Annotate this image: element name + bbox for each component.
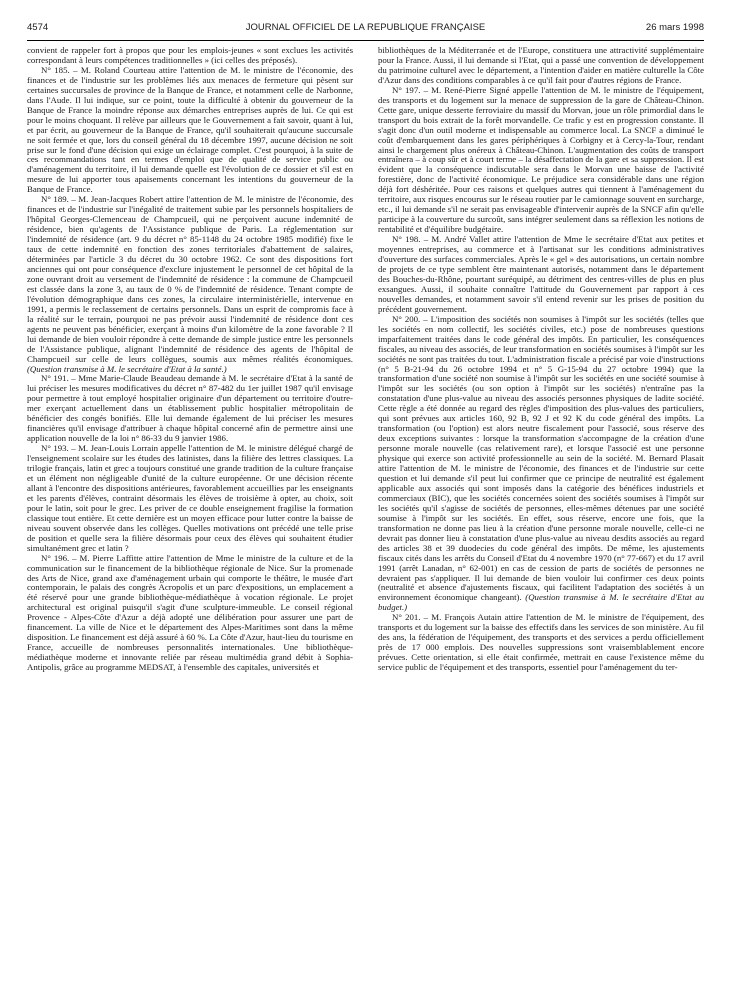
question-200: [378, 315, 704, 614]
question-200-text: N° 200. – L'imposition des sociétés non soumises à l'impôt sur les sociétés (telles que les sociétés en nom collectif, les sociétés civiles, etc.) pose de nombreuses questions imparfaitement traitées dans le code général des impôts. En particulier, les conséquences fiscales, au niveau des associés, de leur transformation en sociétés soumises à l'impôt sur les sociétés ne sont pas traitées du tout. L'administration fiscale a précisé par voie d'instructions (n° 5 B-21-94 du 26 octobre 1994 et n° 5 G-15-94 du 27 octobre 1994) que la transformation d'une société non soumise à l'impôt sur les sociétés en une société soumise à l'impôt sur les sociétés (ou son option à l'impôt sur les sociétés) n'entraîne pas la constatation d'une plus-value au niveau des associés personnes physiques de ladite société. Cette règle a été donnée au regard des règles d'imposition des plus-values des particuliers, qui sont prévues aux articles 160, 92 B, 92 J et 92 K du code général des impôts. La transformation (ou l'option) est alors neutre fiscalement pour l'associé, sous réserve des deux exceptions suivantes : lorsque la transformation s'accompagne de la création d'une personne morale nouvelle (cas relativement rare), et lorsque l'associé est une personne physique qui exerce son activité professionnelle au sein de la société. M. Bernard Plasait attire l'attention de M. le ministre de l'économie, des finances et de l'industrie sur cette question et lui demande s'il peut lui confirmer que ce principe de neutralité est également applicable aux associés qui sont imposés dans la catégorie des bénéfices industriels et commerciaux (BIC), que les sociétés concernées soient des sociétés soumises à l'impôt sur les sociétés qu'il s'agisse de sociétés de personnes, elles-mêmes détenues par une société soumise à l'impôt sur les sociétés. En effet, sous réserve, encore une fois, que la transformation ne donne pas lieu à la création d'une personne morale nouvelle, celle-ci ne devrait pas donner lieu à constatation d'une plus-value au niveau desdits associés au regard des articles 38 et 39 duodecies du code général des impôts. De même, les ajustements fiscaux cités dans les arrêts du Conseil d'Etat du 4 novembre 1970 (n° 77-667) et du 17 avril 1991 (arrêt Lanadan, n° 62-001) en cas de cession de parts de sociétés de personnes ne devraient pas s'appliquer. Il lui demande de bien vouloir lui confirmer ces deux points (neutralité et absence d'ajustements fiscaux, qui facilitent l'adaptation des sociétés à un environnement économique changeant).: [378, 313, 704, 603]
left-column: [27, 46, 353, 982]
issue-date: 26 mars 1998: [645, 22, 704, 33]
journal-title: JOURNAL OFFICIEL DE LA REPUBLIQUE FRANÇAISE: [245, 22, 486, 33]
text-columns: [27, 46, 704, 982]
question-200-transmission: (Question transmise à M. le secrétaire d'Etat au budget.): [378, 592, 704, 613]
header-rule: [27, 40, 704, 41]
question-191: N° 191. – Mme Marie-Claude Beaudeau demande à M. le secrétaire d'Etat à la santé de lui préciser les mesures modificatives du décret n° 87-482 du 1er juillet 1987 qu'il envisage pour permettre à tout employé hospitalier originaire d'un département ou territoire d'outre-mer exerçant actuellement dans un établissement public hospitalier métropolitain de bénéficier des congés bonifiés. Elle lui demande également de lui préciser les mesures financières qu'il envisage d'attribuer à chaque hôpital concerné afin de permettre ainsi une application nouvelle de la loi n° 86-33 du 9 janvier 1986.: [27, 373, 353, 444]
question-189: [27, 195, 353, 374]
question-196: N° 196. – M. Pierre Laffitte attire l'attention de Mme le ministre de la culture et de la communication sur le financement de la bibliothèque régionale de Nice. Sur la promenade des Arts de Nice, grand axe d'aménagement urbain qui comporte le théâtre, le musée d'art contemporain, le palais des congrès Acropolis et un parc d'expositions, un emplacement a été réservé pour une grande bibliothèque-médiathèque à vocation régionale. Le projet architectural est original puisqu'il s'agit d'une sculpture-immeuble. Le conseil régional Provence - Alpes-Côte d'Azur a déjà adopté une délibération pour assurer une part de financement. La ville de Nice et le département des Alpes-Maritimes sont dans la même disposition. Le financement est déjà assuré à 60 %. La Côte d'Azur, haut-lieu du tourisme en France, accueille de nombreuses personnalités internationales. Une bibliothèque-médiathèque moderne et innovante reliée par réseau multimédia grand débit à Sophia-Antipolis, grâce au programme MEDSAT, à l'ensemble des capitales, universités et: [27, 552, 353, 673]
question-185: N° 185. – M. Roland Courteau attire l'attention de M. le ministre de l'économie, des finances et de l'industrie sur les problèmes liés aux menaces de fermeture qui pèsent sur certaines succursales de province de la Banque de France, et notamment celle de Narbonne, dans l'Aude. Il lui indique, sur ce point, toute la difficulté à obtenir du gouverneur de la Banque de France la moindre réponse aux démarches entreprises auprès de lui. Ce qui est pour le moins choquant. Il relève par ailleurs que le Gouvernement a fait savoir, quant à lui, et par écrit, au gouverneur de la Banque de France, qu'il souhaiterait qu'aucune succursale ne soit fermée et que, lors du conseil général du 18 décembre 1997, aucune décision ne soit prise sur le fond d'une décision qui exige un éclairage complet. C'est pourquoi, à la suite de ces recommandations tant en termes d'emploi que de qualité de service public ou d'aménagement du territoire, il lui demande quelle est l'évolution de ce dossier et s'il est en mesure de lui apporter tous apaisements concernant les intentions du gouverneur de la Banque de France.: [27, 64, 353, 195]
question-189-text: N° 189. – M. Jean-Jacques Robert attire l'attention de M. le ministre de l'économie, des finances et de l'industrie sur l'inégalité de traitement subie par les personnels hospitaliers de l'hôpital Georges-Clemenceau de Champcueil, qui ne perçoivent aucune indemnité de résidence, bien qu'agents de l'Assistance publique de Paris. La réglementation sur l'indemnité de résidence (art. 9 du décret n° 85-1148 du 24 octobre 1985 modifié) fixe le taux de cette indemnité en fonction des zones territoriales d'abattement de salaires, déterminées par l'article 3 du décret du 30 octobre 1962. Ce sont des dispositions fort anciennes qui ont pour conséquence d'exclure injustement le personnel de cet hôpital de la zone ouvrant droit au versement de l'indemnité de résidence : la commune de Champcueil est classée dans la zone 3, au taux de 0 % de l'indemnité de résidence. Tenant compte de l'évolution démographique dans ces zones, la circulaire interministérielle, intervenue en 1991, a permis le reclassement de certains personnels. Dans un esprit de compromis face à la réalité sur le terrain, pourquoi ne pas prévoir aussi l'indemnité de résidence dont ces agents ne peuvent pas bénéficier, exerçant à moins d'un kilomètre de la zone favorable ? Il lui demande de bien vouloir répondre à cette demande de simple justice entre les personnels de l'Assistance publique, alignant l'indemnité de résidence des agents de l'hôpital de Champcueil sur celle de leurs collègues, soumis aux mêmes réalités économiques.: [27, 194, 353, 364]
question-196-continuation: bibliothèques de la Méditerranée et de l'Europe, constituera une attractivité supplémentaire pour la France. Aussi, il lui demande si l'Etat, qui a passé une convention de développement du patrimoine culturel avec le département, a l'intention d'aider en matière culturelle la Côte d'Azur dans des conditions comparables à ce qu'il fait pour d'autres régions de France.: [378, 46, 704, 85]
question-193: N° 193. – M. Jean-Louis Lorrain appelle l'attention de M. le ministre délégué chargé de l'enseignement scolaire sur les études des latinistes, dans la filière des lettres classiques. La trilogie français, latin et grec a toujours constitué une grande tradition de la culture française et un élément non négligeable d'unité de la culture européenne. Or une décision récente allant à l'encontre des dispositions antérieures, favorablement accueillies par les enseignants et les parents d'élèves, contraint désormais les élèves de troisième à opter, au choix, soit pour le latin, soit pour le grec. Les priver de ce double enseignement fragilise la formation classique tout entière. Et cette dernière est un moyen efficace pour lutter contre la baisse de niveau souvent observée dans les collèges. Quelles motivations ont précédé une telle prise de position et quelle sera la filière désormais pour ceux des élèves qui souhaitent étudier simultanément grec et latin ?: [27, 443, 353, 553]
page-number: 4574: [27, 22, 49, 33]
question-201: N° 201. – M. François Autain attire l'attention de M. le ministre de l'équipement, des transports et du logement sur la baisse des effectifs dans les services de son ministère. Au fil des ans, la fédération de l'équipement, des transports et des services a perdu officiellement près de 17 000 emplois. Des nouvelles suppressions sont vraisemblablement encore prévues. Cette orientation, si elle était confirmée, mettrait en cause l'existence même du service public de l'équipement et des transports, essentiel pour l'aménagement du ter-: [378, 612, 704, 673]
question-198: N° 198. – M. André Vallet attire l'attention de Mme le secrétaire d'Etat aux petites et moyennes entreprises, au commerce et à l'artisanat sur les conditions administratives d'ouverture des surfaces commerciales. Après le « gel » des autorisations, un certain nombre de projets de ce type semblent être maintenant autorisés, notamment dans le département des Bouches-du-Rhône, pourtant suréquipé, au détriment des centres-villes de plus en plus exsangues. Aussi, il souhaite connaître l'attitude du Gouvernement par rapport à ces nouvelles demandes, et notamment savoir s'il entend revenir sur les prises de position du précédent gouvernement.: [378, 234, 704, 314]
paragraph-continuation: convient de rappeler fort à propos que pour les emplois-jeunes « sont exclues les activités correspondant à leurs compétences traditionnelles » (ici celles des préposés).: [27, 46, 353, 65]
question-189-transmission: (Question transmise à M. le secrétaire d'Etat à la santé.): [27, 363, 227, 374]
right-column: [378, 46, 704, 982]
page-header: [27, 22, 704, 36]
question-197: N° 197. – M. René-Pierre Signé appelle l'attention de M. le ministre de l'équipement, des transports et du logement sur la menace de suppression de la gare de Château-Chinon. Cette gare, unique desserte ferroviaire du massif du Morvan, joue un rôle primordial dans le transport du bois extrait de la forêt morvandelle. Ce trafic y est en progression constante. Il s'agit donc d'un outil moderne et indispensable au commerce local. La SNCF a diminué le coût d'embarquement dans les gares périphériques à Corbigny et à Cercy-la-Tour, rendant ainsi le chargement plus onéreux à Château-Chinon. L'augmentation des coûts de transport entraînera – à coup sûr et à court terme – la désaffectation de la gare et sa suppression. Il est évident que la conséquence indiscutable sera dans le Morvan une baisse de l'activité forestière, donc de l'activité économique. Le préjudice sera considérable dans une région déjà fort déshéritée. Pour ces raisons et quelques autres qui tiennent à l'aménagement du territoire, aux risques encourus sur le réseau routier par le camionnage souvent en surcharge, etc., il lui demande s'il ne serait pas envisageable d'intervenir auprès de la SNCF afin qu'elle participe à la couverture du surcoût, sans intégrer seulement dans sa réflexion les notions de rentabilité et d'équilibre budgétaire.: [378, 84, 704, 235]
